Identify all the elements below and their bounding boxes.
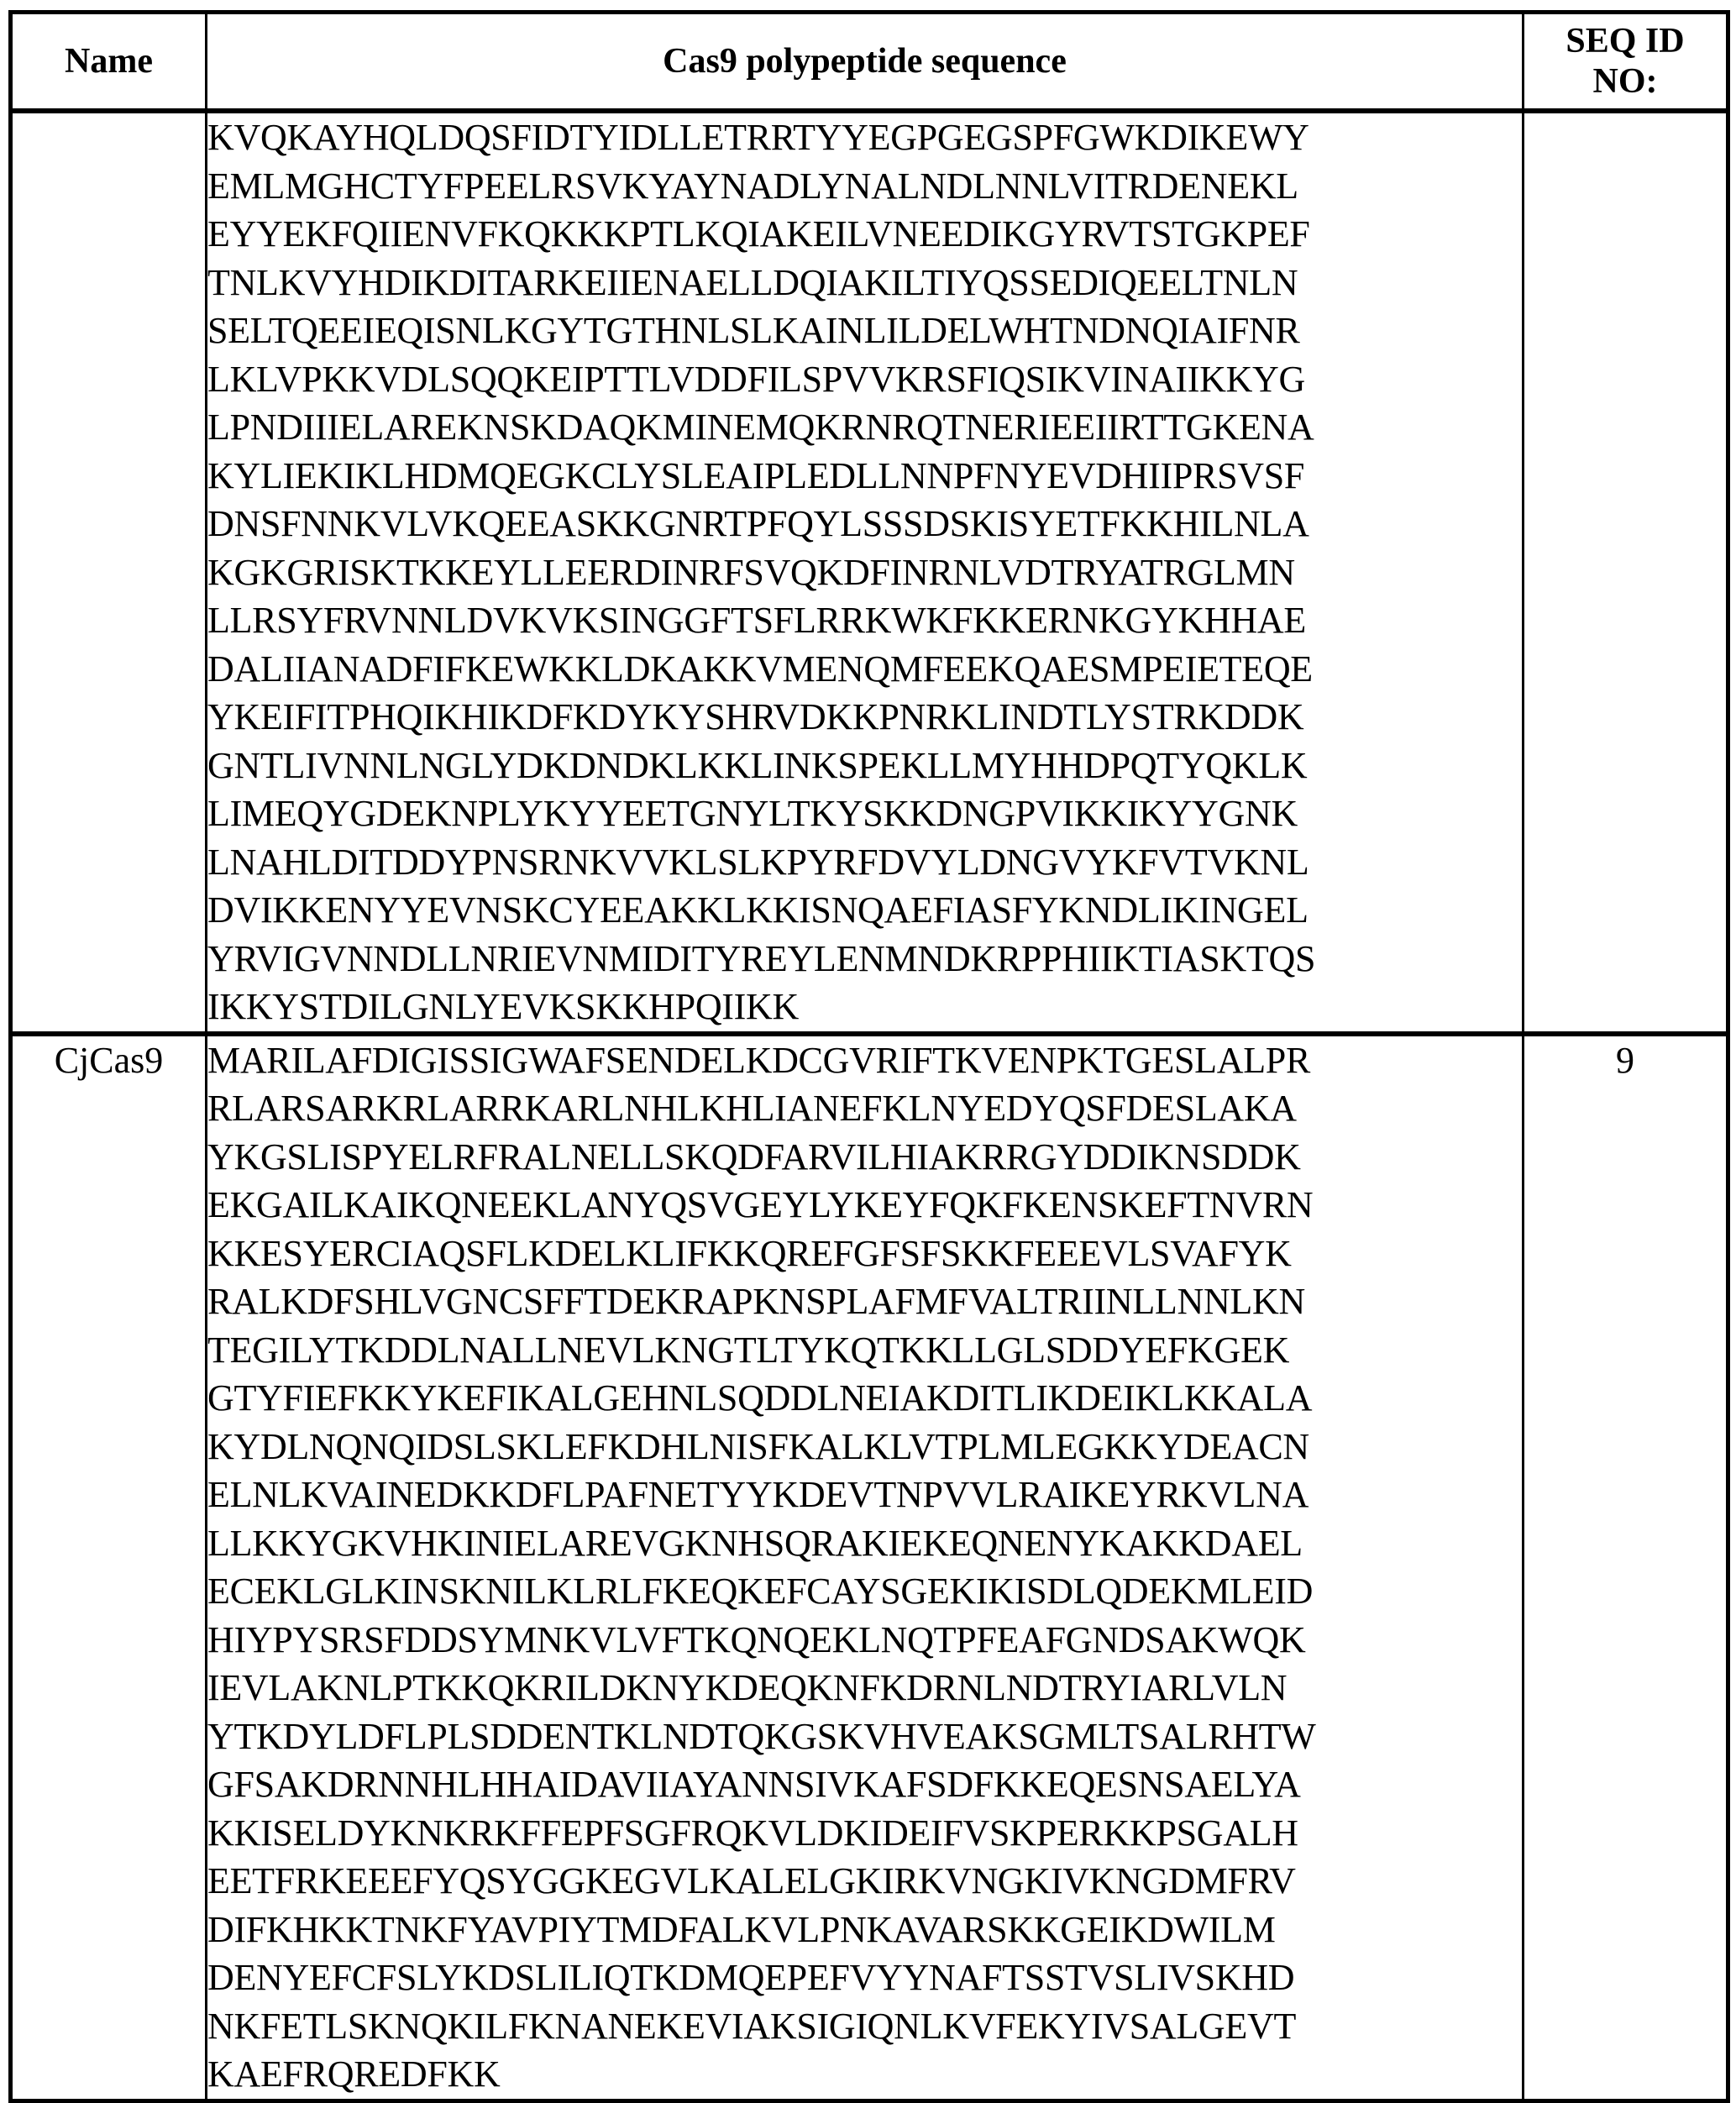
header-seq-id-text: SEQ ID NO: (1566, 22, 1685, 101)
sequence-line: EKGAILKAIKQNEEKLANYQSVGEYLYKEYFQKFKENSKEFTNVRN (207, 1184, 1314, 1225)
sequence-line: LPNDIIIELAREKNSKDAQKMINEMQKRNRQTNERIEEIIRTTGKENA (207, 406, 1314, 448)
sequence-line: DNSFNNKVLVKQEEASKKGNRTPFQYLSSSDSKISYETFKKHILNLA (207, 503, 1309, 544)
row-sequence-cell (207, 1034, 1524, 2101)
row-seq-id-cell: 9 (1524, 1034, 1728, 2101)
sequence-line: EYYEKFQIIENVFKQKKKPTLKQIAKEILVNEEDIKGYRVTSTGKPEF (207, 213, 1310, 254)
sequence-line: DVIKKENYYEVNSKCYEEAKKLKKISNQAEFIASFYKNDLIKINGEL (207, 889, 1309, 931)
sequence-line: EMLMGHCTYFPEELRSVKYAYNADLYNALNDLNNLVITRDENEKL (207, 165, 1298, 207)
sequence-line: KKISELDYKNKRKFFEPFSGFRQKVLDKIDEIFVSKPERKKPSGALH (207, 1812, 1298, 1854)
sequence-line: DIFKHKKTNKFYAVPIYTMDFALKVLPNKAVARSKKGEIKDWILM (207, 1908, 1276, 1950)
sequence-line: IEVLAKNLPTKKQKRILDKNYKDEQKNFKDRNLNDTRYIARLVLN (207, 1667, 1288, 1708)
sequence-line: LLKKYGKVHKINIELAREVGKNHSQRAKIEKEQNENYKAKKDAEL (207, 1522, 1303, 1564)
sequence-line: ELNLKVAINEDKKDFLPAFNETYYKDEVTNPVVLRAIKEYRKVLNA (207, 1474, 1309, 1515)
sequence-line: KYLIEKIKLHDMQEGKCLYSLEAIPLEDLLNNPFNYEVDHIIPRSVSF (207, 454, 1305, 496)
sequence-line: KVQKAYHQLDQSFIDTYIDLLETRRTYYEGPGEGSPFGWKDIKEWY (207, 117, 1309, 158)
sequence-line: ECEKLGLKINSKNILKLRLFKEQKEFCAYSGEKIKISDLQDEKMLEID (207, 1571, 1314, 1612)
sequence-line: GNTLIVNNLNGLYDKDNDKLKKLINKSPEKLLMYHHDPQTYQKLK (207, 744, 1308, 786)
row-seq-id-cell (1524, 111, 1728, 1034)
header-name: Name (11, 13, 207, 112)
cas9-sequence-table (8, 10, 1730, 2103)
row-name-cell: CjCas9 (11, 1034, 207, 2101)
header-row (11, 13, 1728, 112)
table-row (11, 1034, 1728, 2101)
sequence-line: HIYPYSRSFDDSYMNKVLVFTKQNQEKLNQTPFEAFGNDSAKWQK (207, 1618, 1306, 1660)
sequence-line: KKESYERCIAQSFLKDELKLIFKKQREFGFSFSKKFEEEVLSVAFYK (207, 1232, 1292, 1274)
sequence-line: SELTQEEIEQISNLKGYTGTHNLSLKAINLILDELWHTNDNQIAIFNR (207, 310, 1300, 351)
sequence-line: YKEIFITPHQIKHIKDFKDYKYSHRVDKKPNRKLINDTLYSTRKDDK (207, 696, 1304, 737)
sequence-line: DENYEFCFSLYKDSLILIQTKDMQEPEFVYYNAFTSSTVSLIVSKHD (207, 1957, 1295, 1998)
sequence-line: RLARSARKRLARRKARLNHLKHLIANEFKLNYEDYQSFDESLAKA (207, 1088, 1297, 1129)
sequence-line: KGKGRISKTKKEYLLEERDINRFSVQKDFINRNLVDTRYATRGLMN (207, 551, 1295, 593)
sequence-line: GTYFIEFKKYKEFIKALGEHNLSQDDLNEIAKDITLIKDEIKLKKALA (207, 1377, 1313, 1419)
sequence-line: YRVIGVNNDLLNRIEVNMIDITYREYLENMNDKRPPHIIKTIASKTQS (207, 937, 1316, 979)
sequence-line: LNAHLDITDDYPNSRNKVVKLSLKPYRFDVYLDNGVYKFVTVKNL (207, 841, 1309, 883)
sequence-line: IKKYSTDILGNLYEVKSKKHPQIIKK (207, 986, 799, 1027)
table-row (11, 111, 1728, 1034)
sequence-line: EETFRKEEEFYQSYGGKEGVLKALELGKIRKVNGKIVKNGDMFRV (207, 1860, 1296, 1901)
sequence-line: LKLVPKKVDLSQQKEIPTTLVDDFILSPVVKRSFIQSIKVINAIIKKYG (207, 358, 1305, 400)
sequence-line: DALIIANADFIFKEWKKLDKAKKVMENQMFEEKQAESMPEIETEQE (207, 648, 1313, 690)
row-sequence-cell (207, 111, 1524, 1034)
sequence-line: YTKDYLDFLPLSDDENTKLNDTQKGSKVHVEAKSGMLTSALRHTW (207, 1715, 1316, 1757)
sequence-line: KYDLNQNQIDSLSKLEFKDHLNISFKALKLVTPLMLEGKKYDEACN (207, 1425, 1309, 1467)
sequence-line: TNLKVYHDIKDITARKEIIENAELLDQIAKILTIYQSSEDIQEELTNLN (207, 261, 1298, 303)
sequence-line: RALKDFSHLVGNCSFFTDEKRAPKNSPLAFMFVALTRIINLLNNLKN (207, 1281, 1305, 1322)
sequence-line: KAEFRQREDFKK (207, 2053, 501, 2095)
row-name-cell (11, 111, 207, 1034)
sequence-line: LIMEQYGDEKNPLYKYYEETGNYLTKYSKKDNGPVIKKIKYYGNK (207, 793, 1298, 834)
sequence-line: GFSAKDRNNHLHHAIDAVIIAYANNSIVKAFSDFKKEQESNSAELYA (207, 1764, 1301, 1805)
sequence-line: NKFETLSKNQKILFKNANEKEVIAKSIGIQNLKVFEKYIVSALGEVT (207, 2005, 1297, 2047)
sequence-line: MARILAFDIGISSIGWAFSENDELKDCGVRIFTKVENPKTGESLALPR (207, 1039, 1310, 1081)
header-sequence: Cas9 polypeptide sequence (207, 13, 1524, 112)
sequence-line: TEGILYTKDDLNALLNEVLKNGTLTYKQTKKLLGLSDDYEFKGEK (207, 1329, 1290, 1371)
sequence-line: YKGSLISPYELRFRALNELLSKQDFARVILHIAKRRGYDDIKNSDDK (207, 1135, 1301, 1177)
sequence-line: LLRSYFRVNNLDVKVKSINGGFTSFLRRKWKFKKERNKGYKHHAE (207, 600, 1306, 641)
table-header (11, 13, 1728, 112)
header-seq-id (1524, 13, 1728, 112)
